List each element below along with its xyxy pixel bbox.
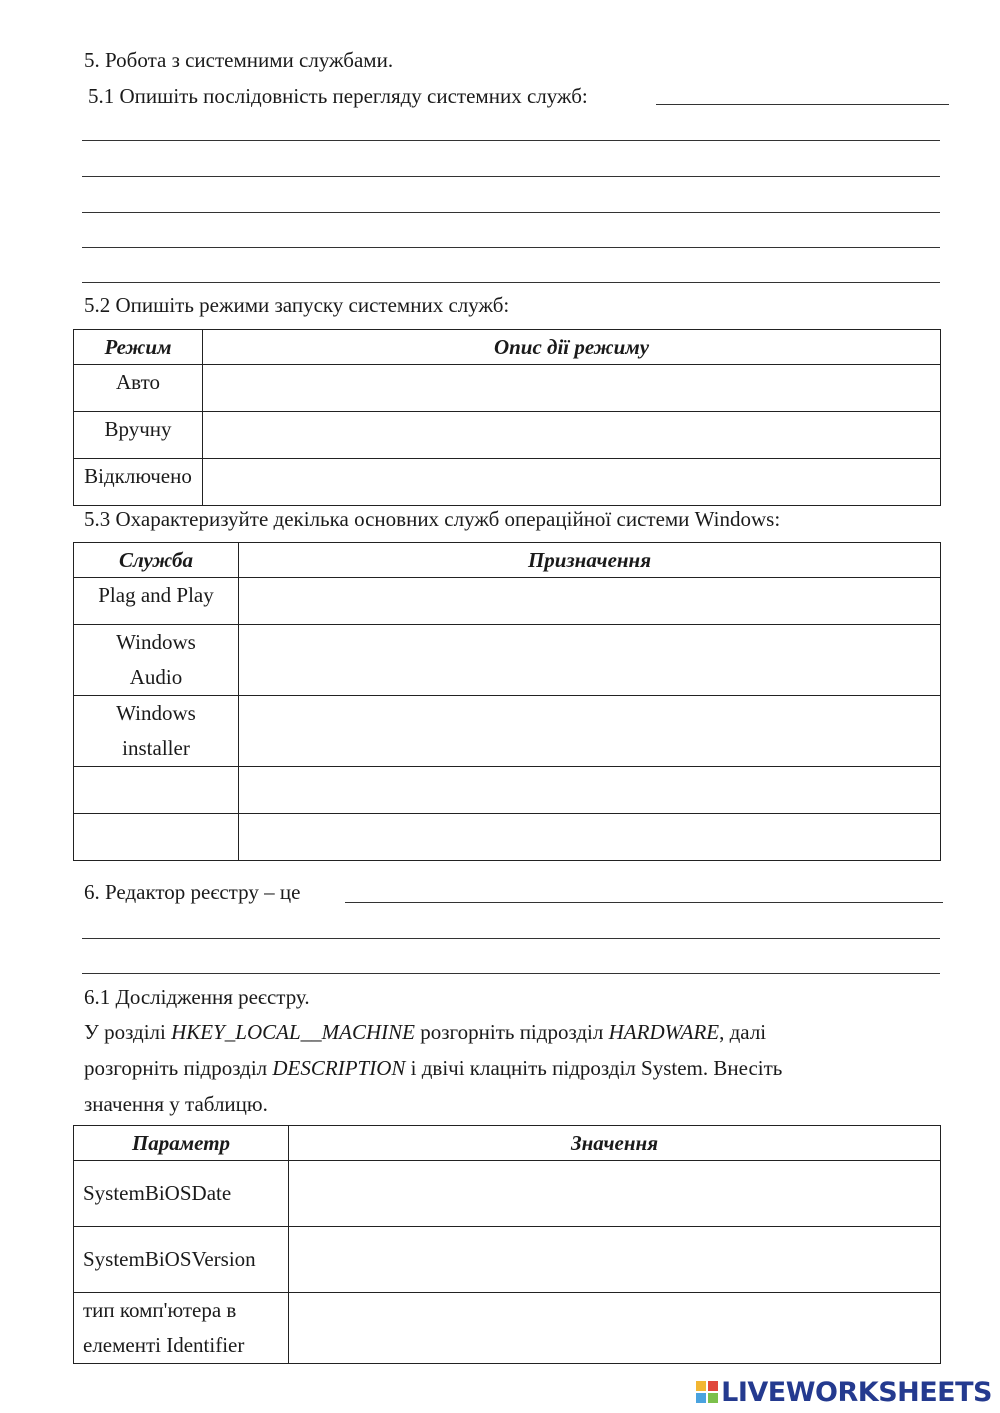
service-input-cell[interactable] (74, 814, 239, 861)
parameter-cell: SystemBiOSDate (74, 1161, 289, 1227)
registry-key: HARDWARE (608, 1020, 720, 1044)
table-row (74, 625, 941, 696)
answer-line[interactable] (656, 104, 949, 105)
registry-key: DESCRIPTION (272, 1056, 406, 1080)
table-row (74, 767, 941, 814)
table-row (74, 1227, 941, 1293)
column-header: Режим (74, 330, 203, 365)
modes-table (73, 329, 941, 506)
question-6-1: 6.1 Дослідження реєстру. (84, 985, 310, 1009)
table-row (74, 1293, 941, 1364)
table-row (74, 578, 941, 625)
section-6-heading: 6. Редактор реєстру – це (84, 880, 301, 904)
liveworksheets-logo (696, 1377, 992, 1407)
registry-key: HKEY_LOCAL__MACHINE (171, 1020, 415, 1044)
description-input-cell[interactable] (203, 412, 941, 459)
answer-line[interactable] (82, 973, 940, 974)
table-header-row (74, 1126, 941, 1161)
table-row (74, 365, 941, 412)
instruction-line-2 (84, 1056, 782, 1081)
column-header: Призначення (239, 543, 941, 578)
service-cell: Windows Audio (74, 625, 239, 696)
question-5-1: 5.1 Опишіть послідовність перегляду системних служб: (88, 84, 588, 108)
logo-square (696, 1393, 706, 1403)
instruction-text: , далі (719, 1020, 767, 1044)
mode-cell: Відключено (74, 459, 203, 506)
value-input-cell[interactable] (289, 1227, 941, 1293)
registry-table (73, 1125, 941, 1364)
column-header: Значення (289, 1126, 941, 1161)
purpose-input-cell[interactable] (239, 578, 941, 625)
logo-square (708, 1393, 718, 1403)
logo-squares-icon (696, 1381, 718, 1403)
answer-line[interactable] (82, 212, 940, 213)
purpose-input-cell[interactable] (239, 814, 941, 861)
column-header: Параметр (74, 1126, 289, 1161)
table-header-row (74, 543, 941, 578)
table-row (74, 459, 941, 506)
section-5-heading: 5. Робота з системними службами. (84, 48, 394, 72)
column-header: Опис дії режиму (203, 330, 941, 365)
table-row (74, 814, 941, 861)
answer-line[interactable] (345, 902, 943, 903)
column-header: Служба (74, 543, 239, 578)
description-input-cell[interactable] (203, 365, 941, 412)
table-row (74, 1161, 941, 1227)
answer-line[interactable] (82, 176, 940, 177)
table-row (74, 412, 941, 459)
value-input-cell[interactable] (289, 1161, 941, 1227)
table-header-row (74, 330, 941, 365)
services-table (73, 542, 941, 861)
value-input-cell[interactable] (289, 1293, 941, 1364)
question-5-3: 5.3 Охарактеризуйте декілька основних служб операційної системи Windows: (84, 507, 781, 531)
instruction-text: розгорніть підрозділ (84, 1056, 273, 1080)
table-row (74, 696, 941, 767)
instruction-line-1 (84, 1020, 766, 1045)
answer-line[interactable] (82, 938, 940, 939)
parameter-cell: SystemBiOSVersion (74, 1227, 289, 1293)
answer-line[interactable] (82, 282, 940, 283)
logo-text: LIVEWORKSHEETS (721, 1376, 992, 1408)
mode-cell: Авто (74, 365, 203, 412)
purpose-input-cell[interactable] (239, 696, 941, 767)
service-cell: Windows installer (74, 696, 239, 767)
question-5-2: 5.2 Опишіть режими запуску системних служб: (84, 293, 510, 317)
purpose-input-cell[interactable] (239, 767, 941, 814)
service-cell: Plag and Play (74, 578, 239, 625)
instruction-line-3: значення у таблицю. (84, 1092, 268, 1116)
parameter-cell: тип комп'ютера в елементі Identifier (74, 1293, 289, 1364)
instruction-text: У розділі (84, 1020, 172, 1044)
answer-line[interactable] (82, 140, 940, 141)
answer-line[interactable] (82, 247, 940, 248)
purpose-input-cell[interactable] (239, 625, 941, 696)
service-input-cell[interactable] (74, 767, 239, 814)
logo-square (696, 1381, 706, 1391)
instruction-text: і двічі клацніть підрозділ System. Внесіть (405, 1056, 783, 1080)
mode-cell: Вручну (74, 412, 203, 459)
description-input-cell[interactable] (203, 459, 941, 506)
instruction-text: розгорніть підрозділ (414, 1020, 609, 1044)
logo-square (708, 1381, 718, 1391)
